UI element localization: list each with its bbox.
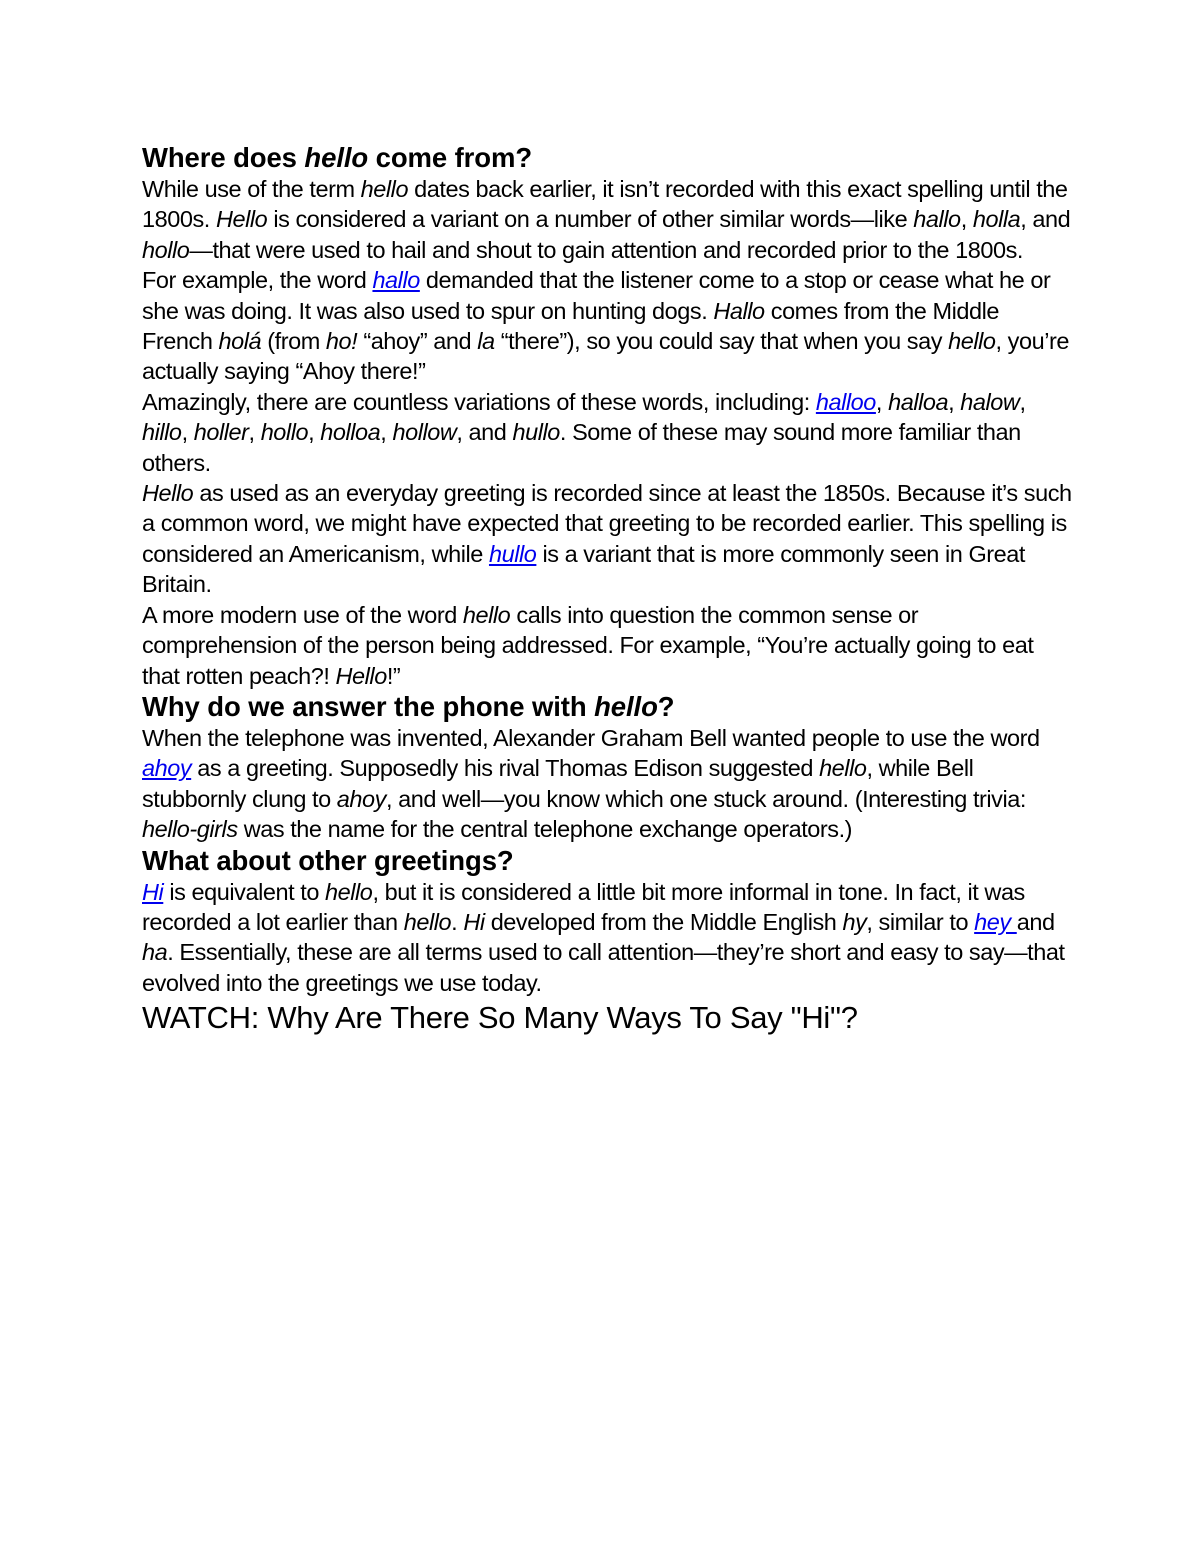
section-heading xyxy=(142,142,1072,174)
text-run: , and xyxy=(1020,206,1071,233)
text-run: What about other greetings? xyxy=(142,844,514,876)
italic-term: holler xyxy=(193,419,249,446)
text-run: , xyxy=(380,419,393,446)
italic-term: holla xyxy=(972,206,1021,233)
italic-term: holloa xyxy=(320,419,381,446)
italic-term: hollo xyxy=(142,236,190,263)
text-run: —that were used to hail and shout to gain attention and recorded prior to the 1800s. xyxy=(189,236,1023,263)
text-run: , xyxy=(248,419,261,446)
italic-term: halow xyxy=(960,388,1020,415)
paragraph xyxy=(142,877,1072,999)
italic-term: hollo xyxy=(260,419,309,446)
italic-term: Hallo xyxy=(713,297,765,324)
text-run: as a greeting. Supposedly his rival Thomas Edison suggested xyxy=(191,755,820,782)
text-run: , xyxy=(308,419,321,446)
text-run: . xyxy=(451,908,464,935)
text-run: , but it is considered a little bit more informal in tone. In fact, it was recorded a lot earlier than xyxy=(142,878,1025,935)
italic-term: hallo xyxy=(913,206,961,233)
text-run: comes from the Middle French xyxy=(142,297,1000,355)
italic-term: Hello xyxy=(335,662,387,689)
text-run: was the name for the central telephone exchange operators.) xyxy=(237,816,853,843)
text-run: . Some of these may sound more familiar than others. xyxy=(142,419,1021,476)
paragraph xyxy=(142,723,1072,845)
text-run: For example, the word xyxy=(142,267,373,294)
text-run: , xyxy=(1019,388,1026,415)
text-run: , xyxy=(960,206,973,233)
paragraph xyxy=(142,265,1072,387)
italic-term: ha xyxy=(142,939,168,966)
paragraph xyxy=(142,387,1072,478)
text-run: “ahoy” and xyxy=(357,328,478,355)
text-run: !” xyxy=(386,662,401,689)
text-run: is a variant that is more commonly seen in Great Britain. xyxy=(142,540,1026,598)
text-run: is considered a variant on a number of other similar words—like xyxy=(267,206,914,233)
italic-term: hullo xyxy=(512,419,560,446)
text-run: demanded that the listener come to a stop or cease what he or she was doing. It was also used to spur on hunting dogs. xyxy=(142,267,1051,324)
text-run: , and well—you know which one stuck around. (Interesting trivia: xyxy=(385,785,1026,812)
text-run: ? xyxy=(657,690,675,722)
text-run: , while Bell stubbornly clung to xyxy=(142,755,974,812)
text-run: developed from the Middle English xyxy=(484,908,843,935)
italic-term: holá xyxy=(218,328,262,355)
paragraph xyxy=(142,478,1072,600)
text-run: , similar to xyxy=(866,908,975,935)
document-page xyxy=(142,142,1072,1038)
text-run: Where does xyxy=(142,142,305,173)
italic-term: hello xyxy=(304,142,369,173)
word-link[interactable]: halloo xyxy=(815,388,876,415)
text-run: Why do we answer the phone with xyxy=(142,690,595,722)
text-run: , xyxy=(948,388,961,415)
italic-term: la xyxy=(477,328,495,355)
italic-term: hello xyxy=(462,601,511,628)
word-link[interactable]: Hi xyxy=(142,878,164,905)
italic-term: hillo xyxy=(142,419,182,446)
text-run: , you’re actually saying “Ahoy there!” xyxy=(142,328,1069,385)
italic-term: hello xyxy=(403,908,452,935)
italic-term: hello xyxy=(325,878,373,905)
text-run: “there”), so you could say that when you say xyxy=(494,328,949,355)
text-run: and xyxy=(1016,908,1055,935)
word-link[interactable]: hullo xyxy=(488,540,537,567)
text-run: While use of the term xyxy=(142,176,361,202)
text-run: dates back earlier, it isn’t recorded with this exact spelling until the 1800s. xyxy=(142,176,1068,233)
text-run: When the telephone was invented, Alexander Graham Bell wanted people to use the word xyxy=(142,724,1040,751)
text-run: (from xyxy=(261,328,326,355)
italic-term: hello xyxy=(819,755,867,782)
text-run: , xyxy=(181,419,194,446)
text-run: , xyxy=(875,388,889,415)
text-run: Amazingly, there are countless variations of these words, including: xyxy=(142,388,816,415)
italic-term: hollow xyxy=(392,419,457,446)
paragraph xyxy=(142,174,1072,265)
italic-term: Hi xyxy=(463,908,485,935)
italic-term: halloa xyxy=(888,388,949,415)
word-link[interactable]: hey xyxy=(974,908,1017,935)
text-run: as used as an everyday greeting is recorded since at least the 1850s. Because it’s such a common word, we might have expected that greeting to be recorded earlier. This spelling is considered an Americanism, while xyxy=(142,480,1072,567)
italic-term: hello xyxy=(360,176,409,202)
text-run: , and xyxy=(456,419,513,446)
text-run: . Essentially, these are all terms used to call attention—they’re short and easy to say—that evolved into the greetings we use today. xyxy=(142,939,1065,996)
italic-term: hello xyxy=(948,328,996,355)
section-where-does-hello-come-from xyxy=(142,142,1072,691)
italic-term: hello-girls xyxy=(142,816,238,843)
italic-term: Hello xyxy=(142,480,194,507)
italic-term: hello xyxy=(594,690,658,722)
italic-term: Hello xyxy=(215,206,268,233)
section-other-greetings xyxy=(142,845,1072,999)
word-link[interactable]: hallo xyxy=(372,267,420,294)
watch-video-title: WATCH: Why Are There So Many Ways To Say "Hi"? xyxy=(142,1000,858,1036)
section-heading xyxy=(142,691,1072,723)
section-heading xyxy=(142,845,1072,877)
section-phone-greeting xyxy=(142,691,1072,845)
italic-term: hy xyxy=(842,908,867,935)
italic-term: ho! xyxy=(325,328,358,355)
paragraph xyxy=(142,600,1072,691)
text-run: A more modern use of the word xyxy=(142,601,463,628)
word-link[interactable]: ahoy xyxy=(142,755,192,782)
text-run: come from? xyxy=(368,142,533,173)
text-run: calls into question the common sense or comprehension of the person being addressed. For example, “You’re actually going to eat that rotten peach?! xyxy=(142,601,1034,689)
text-run: is equivalent to xyxy=(163,878,326,905)
italic-term: ahoy xyxy=(336,785,386,812)
